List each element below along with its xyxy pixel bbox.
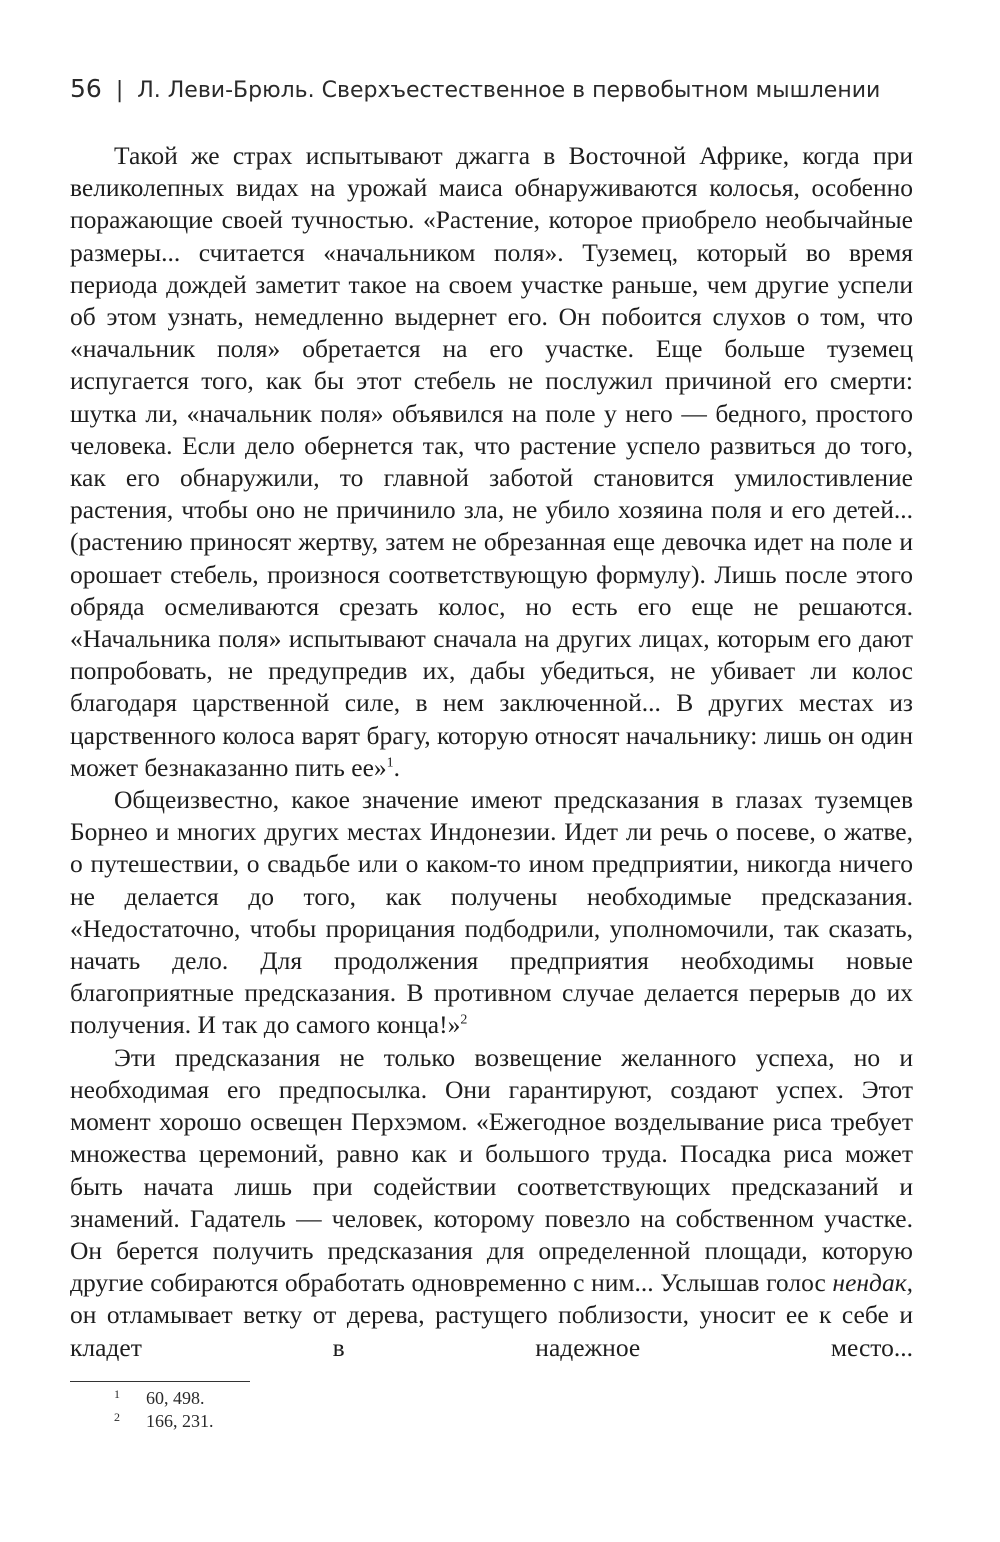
footnote-text: 60, 498. <box>146 1388 205 1408</box>
footnote-mark: 1 <box>114 1387 120 1401</box>
page-number: 56 <box>70 74 102 103</box>
footnote-ref: 1 <box>386 755 394 771</box>
footnote-ref: 2 <box>460 1012 468 1028</box>
paragraph: Такой же страх испытывают джагга в Восточной Африке, когда при великолепных видах на урожай маиса обнаруживаются колосья, особенно поражающие своей тучностью. «Растение, которое приобрело необычайные размеры... считается «начальником поля». Туземец, который во время периода дождей заметит такое на своем участке раньше, чем другие успели об этом узнать, немедленно выдернет его. Он побоится слухов о том, что «начальник поля» обретается на его участке. Еще больше туземец испугается того, как бы этот стебель не послужил причиной его смерти: шутка ли, «начальник поля» объявился на поле у него — бедного, простого человека. Если дело обернется так, что растение успело развиться до того, как его обнаружили, то главной заботой становится умилостивление растения, чтобы оно не причинило зла, не убило хозяина поля и его детей... (растению приносят жертву, затем не обрезанная еще девочка идет на поле и орошает стебель, произнося соответствующую формулу). Лишь после этого обряда осмеливаются срезать колос, но есть его еще не решаются. «Начальника поля» испытывают сначала на других лицах, которым его дают попробовать, не предупредив их, дабы убедиться, не убивает ли колос благодаря царственной силе, в нем заключенной... В других местах из царственного колоса варят брагу, которую относят начальнику: лишь он один может безнаказанно пить ее»$^1$. <box>70 141 913 782</box>
italic-term: нендак, <box>832 1268 913 1298</box>
footnote-divider <box>70 1381 250 1382</box>
footnote-text: 166, 231. <box>146 1411 214 1431</box>
paragraph-text: Общеизвестно, какое значение имеют предсказания в глазах туземцев Борнео и многих других местах Индонезии. Идет ли речь о посеве, о жатве, о путешествии, о свадьбе или о каком-то ином предприятии, никогда ничего не делается до того, как получены необходимые предсказания. «Недостаточно, чтобы прорицания подбодрили, уполномочили, так сказать, начать дело. Для продолжения предприятия необходимы новые благоприятные предсказания. В противном случае делается перерыв до их получения. И так до самого конца!» <box>70 785 913 1040</box>
main-text <box>70 140 913 1364</box>
running-header <box>70 74 880 103</box>
header-separator: | <box>115 78 124 103</box>
paragraph-text: Эти предсказания не только возвещение желанного успеха, но и необходимая его предпосылка. Они гарантируют, создают успех. Этот момент хорошо освещен Перхэмом. «Ежегодное возделывание риса требует множества церемоний, равно как и большого труда. Посадка риса может быть начата лишь при содействии соответствующих предсказаний и знамений. Гадатель — человек, которому повезло на собственном участке. Он берется получить предсказания для определенной площади, которую другие собираются обработать одновременно с ним... Услышав голос <box>70 1042 913 1298</box>
footnote <box>114 1410 214 1432</box>
footnote <box>114 1387 205 1409</box>
footnote-mark: 2 <box>114 1410 120 1424</box>
paragraph-text: Такой же страх испытывают джагга в Восточной Африке, когда при великолепных видах на урожай маиса обнаруживаются колосья, особенно поражающие своей тучностью. «Растение, которое приобрело необычайные размеры... считается «начальником поля». Туземец, который во время периода дождей заметит такое на своем участке раньше, чем другие успели об этом узнать, немедленно выдернет его. Он побоится слухов о том, что «начальник поля» обретается на его участке. Еще больше туземец испугается того, как бы этот стебель не послужил причиной его смерти: шутка ли, «начальник поля» объявился на поле у него — бедного, простого человека. Если дело обернется так, что растение успело развиться до того, как его обнаружили, то главной заботой становится умилостивление растения, чтобы оно не причинило зла, не убило хозяина поля и его детей... (растению приносят жертву, затем не обрезанная еще девочка идет на поле и орошает стебель, произнося соответствующую формулу). Лишь после этого обряда осмеливаются срезать колос, но есть его еще не решаются. «Начальника поля» испытывают сначала на других лицах, которым его дают попробовать, не предупредив их, дабы убедиться, не убивает ли колос благодаря царственной силе, в нем заключенной... В других местах из царственного колоса варят брагу, которую относят начальнику: лишь он один может безнаказанно пить ее» <box>70 141 913 782</box>
paragraph-text: он отламывает ветку от дерева, растущего поблизости, уносит ее к себе и кладет в надежное место... <box>70 1300 913 1362</box>
book-title: Л. Леви-Брюль. Сверхъестественное в первобытном мышлении <box>137 78 881 103</box>
paragraph <box>70 784 913 1042</box>
paragraph <box>70 1042 913 1364</box>
